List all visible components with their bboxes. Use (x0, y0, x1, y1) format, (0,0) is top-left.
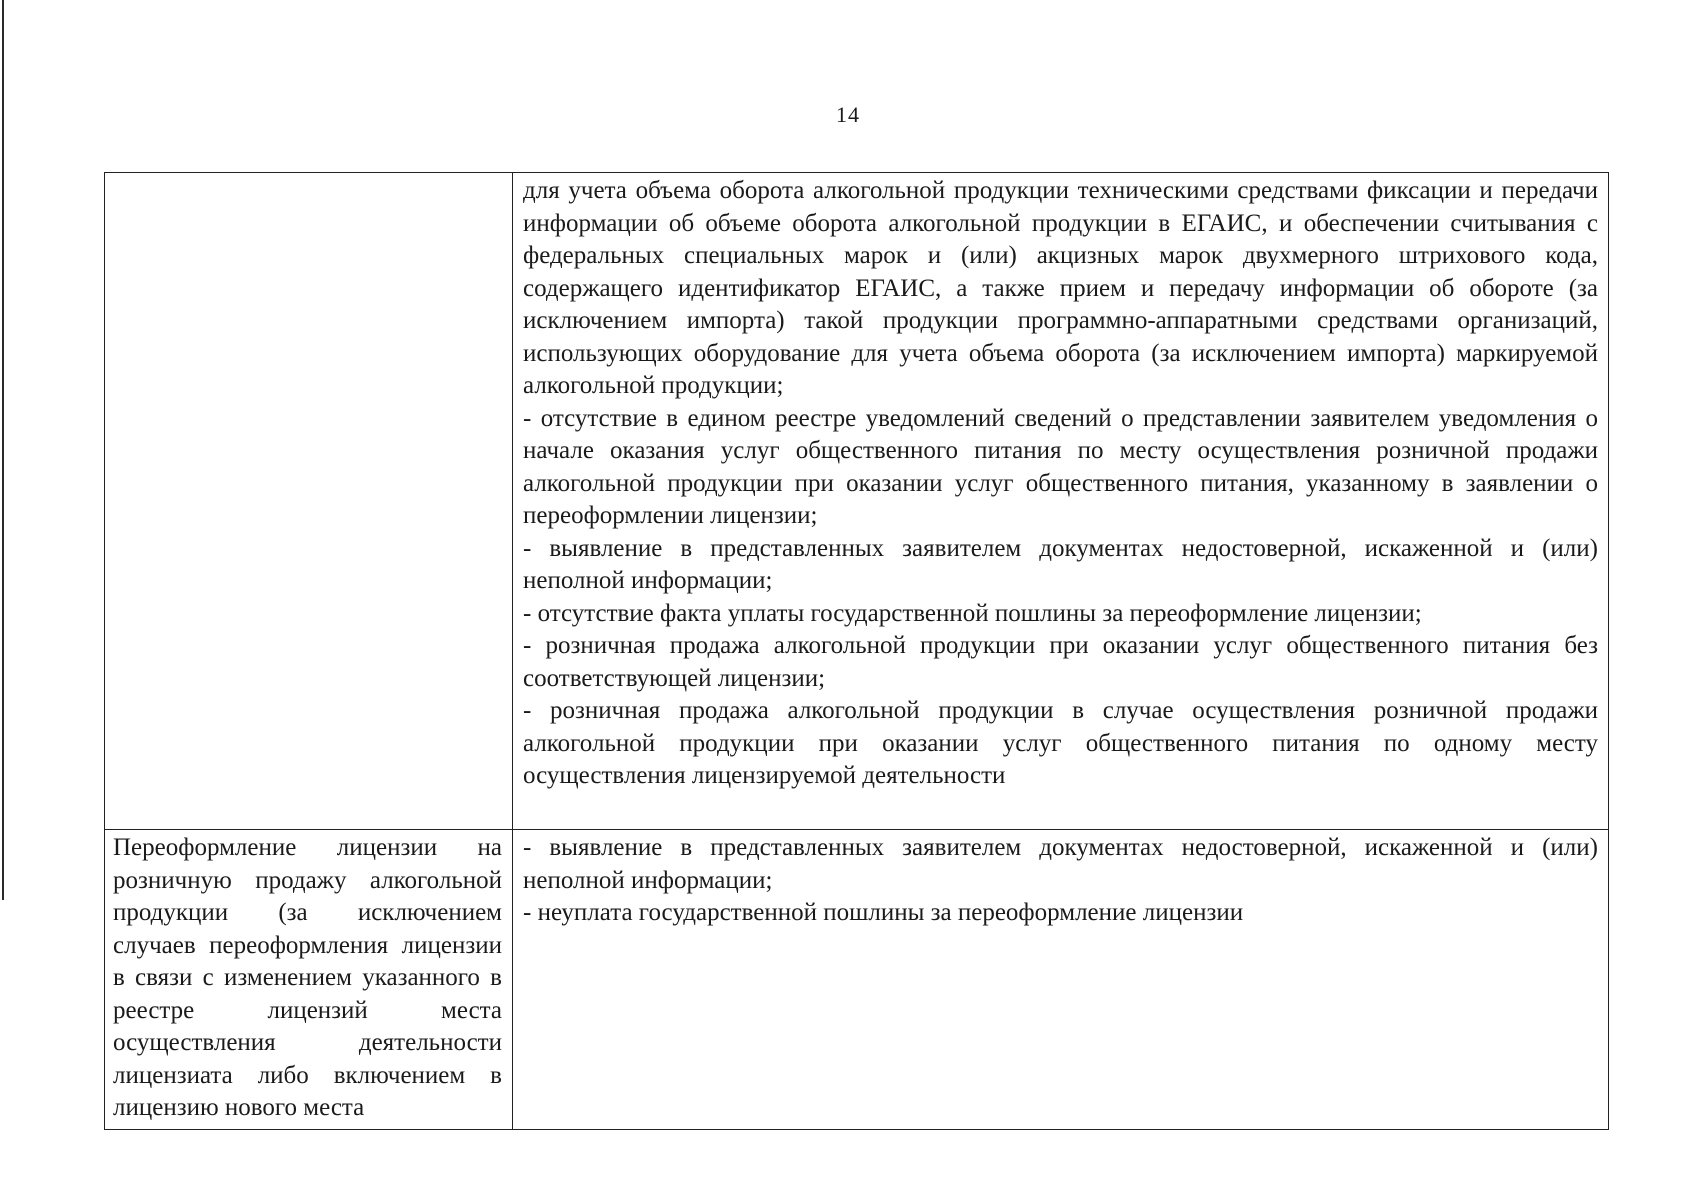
grounds-paragraph: - розничная продажа алкогольной продукции при оказании услуг общественного питания без соответствующей лицензии; (523, 632, 1598, 692)
scan-edge-line (2, 0, 4, 900)
grounds-paragraph: для учета объема оборота алкогольной продукции техническими средствами фиксации и передачи информации об объеме оборота алкогольной продукции в ЕГАИС, и обеспечении считывания с федеральных специальных марок и (или) акцизных марок двухмерного штрихового кода, содержащего идентификатор ЕГАИС, а также прием и передачу информации об обороте (за исключением импорта) такой продукции программно-аппаратными средствами организаций, использующих оборудование для учета объема оборота (за исключением импорта) маркируемой алкогольной продукции; (523, 177, 1598, 399)
grounds-paragraph: - отсутствие в едином реестре уведомлений сведений о представлении заявителем уведомления о начале оказания услуг общественного питания по месту осуществления розничной продажи алкогольной продукции при оказании услуг общественного питания, указанному в заявлении о переоформлении лицензии; (523, 404, 1598, 529)
grounds-paragraph: - отсутствие факта уплаты государственной пошлины за переоформление лицензии; (523, 599, 1422, 627)
table-cell-grounds (513, 173, 1609, 830)
table-row (105, 830, 1609, 1130)
table-cell-service (105, 173, 513, 830)
table-row (105, 173, 1609, 830)
grounds-paragraph: - выявление в представленных заявителем документах недостоверной, искаженной и (или) неполной информации; (523, 834, 1598, 894)
grounds-paragraph: - розничная продажа алкогольной продукции в случае осуществления розничной продажи алкогольной продукции при оказании услуг общественного питания по одному месту осуществления лицензируемой деятельности (523, 697, 1598, 789)
table-cell-grounds (513, 830, 1609, 1130)
grounds-paragraph: - выявление в представленных заявителем документах недостоверной, искаженной и (или) неполной информации; (523, 534, 1598, 594)
table-cell-service: Переоформление лицензии на розничную продажу алкогольной продукции (за исключением случаев переоформления лицензии в связи с изменением указанного в реестре лицензий места осуществления деятельности лицензиата либо включением в лицензию нового места (105, 830, 513, 1130)
page-number: 14 (836, 102, 860, 127)
document-table (104, 172, 1609, 1130)
grounds-paragraph: - неуплата государственной пошлины за переоформление лицензии (523, 899, 1244, 926)
